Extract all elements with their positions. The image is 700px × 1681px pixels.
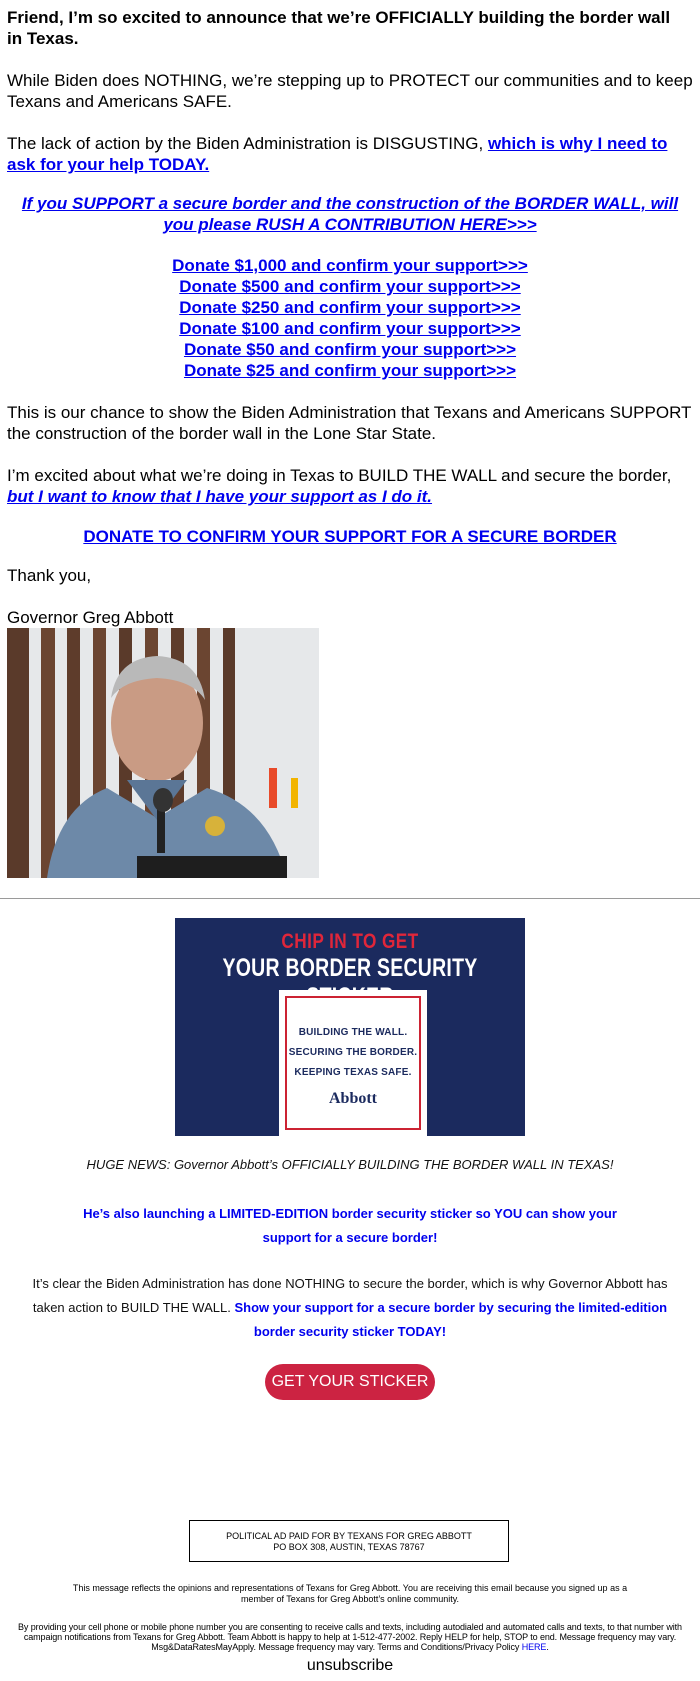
unsubscribe-link[interactable]: unsubscribe xyxy=(306,1657,394,1674)
limited-edition-link[interactable]: He’s also launching a LIMITED-EDITION border security sticker so YOU can show your support for a secure border! xyxy=(83,1206,617,1245)
limited-edition-paragraph xyxy=(0,1202,700,1250)
sticker-border xyxy=(285,996,421,1130)
donate-100-link[interactable]: Donate $100 and confirm your support>>> xyxy=(179,319,521,338)
donate-confirm-link[interactable]: DONATE TO CONFIRM YOUR SUPPORT FOR A SECURE BORDER xyxy=(83,527,617,546)
donate-25-link[interactable]: Donate $25 and confirm your support>>> xyxy=(183,361,517,380)
governor-photo-illustration xyxy=(7,628,319,878)
consent-text: By providing your cell phone or mobile phone number you are consenting to receive calls and texts, including autodialed and automated calls and texts, to that number with campaign notifications from Texans for Greg Abbott. Team Abbott is happy to help at 1-512-477-2002. Reply HELP for help, STOP to end. Message frequency may vary. Msg&DataRatesMayApply. Message frequency may vary. Terms and Conditions/Privacy Policy xyxy=(18,1622,682,1652)
sticker-banner[interactable] xyxy=(175,918,525,1136)
get-sticker-button[interactable]: GET YOUR STICKER xyxy=(265,1364,435,1400)
rush-contribution-link[interactable]: If you SUPPORT a secure border and the construction of the BORDER WALL, will you please RUSH A CONTRIBUTION HERE>>> xyxy=(21,194,679,234)
rush-contribution-paragraph xyxy=(7,193,693,235)
paragraph-text: I’m excited about what we’re doing in Texas to BUILD THE WALL and secure the border, xyxy=(7,466,672,485)
paragraph-biden-nothing: While Biden does NOTHING, we’re stepping up to PROTECT our communities and to keep Texans and Americans SAFE. xyxy=(7,71,693,111)
clear-paragraph xyxy=(0,1272,700,1344)
sticker-line-1: BUILDING THE WALL. xyxy=(298,1027,408,1038)
clear-text: It’s clear the Biden Administration has done NOTHING to secure the border, which is why Governor Abbott has taken action to BUILD THE WALL. xyxy=(32,1276,668,1315)
paragraph-lack-of-action xyxy=(7,133,693,175)
sign-off: Thank you, xyxy=(7,566,92,585)
opening-line: Friend, I’m so excited to announce that we’re OFFICIALLY building the border wall in Texas. xyxy=(7,8,671,48)
paragraph-our-chance: This is our chance to show the Biden Administration that Texans and Americans SUPPORT the construction of the border wall in the Lone Star State. xyxy=(7,403,692,443)
sticker-line-2: SECURING THE BORDER. xyxy=(288,1047,418,1058)
paragraph-excited xyxy=(7,465,693,507)
sticker-image xyxy=(279,990,427,1136)
sticker-line-3: KEEPING TEXAS SAFE. xyxy=(294,1067,412,1078)
donate-1000-link[interactable]: Donate $1,000 and confirm your support>>> xyxy=(172,256,528,275)
donate-50-link[interactable]: Donate $50 and confirm your support>>> xyxy=(183,340,517,359)
donate-250-link[interactable]: Donate $250 and confirm your support>>> xyxy=(179,298,521,317)
disclaimer-line-1: POLITICAL AD PAID FOR BY TEXANS FOR GREG ABBOTT xyxy=(226,1531,472,1541)
donate-links-list xyxy=(7,255,693,381)
donate-500-link[interactable]: Donate $500 and confirm your support>>> xyxy=(179,277,521,296)
your-support-link[interactable]: but I want to know that I have your support as I do it. xyxy=(7,487,433,506)
disclaimer-line-2: PO BOX 308, AUSTIN, TEXAS 78767 xyxy=(273,1542,425,1552)
privacy-policy-link[interactable]: HERE xyxy=(521,1642,547,1652)
governor-photo xyxy=(7,628,319,878)
section-divider xyxy=(0,898,700,899)
help-today-link[interactable]: which is why I need to ask for your help TODAY. xyxy=(7,134,668,174)
banner-headline: YOUR BORDER SECURITY xyxy=(222,954,478,982)
show-support-link[interactable]: Show your support for a secure border by securing the limited-edition border security sticker TODAY! xyxy=(234,1300,668,1339)
sms-consent-notice xyxy=(0,1622,700,1652)
huge-news-text: HUGE NEWS: Governor Abbott’s OFFICIALLY BUILDING THE BORDER WALL IN TEXAS! xyxy=(86,1157,614,1172)
abbott-logo: Abbott xyxy=(328,1090,377,1107)
donate-confirm-paragraph xyxy=(7,526,693,547)
paid-for-disclaimer xyxy=(189,1520,509,1562)
signer-name: Governor Greg Abbott xyxy=(7,608,174,627)
banner-chip-text: CHIP IN TO GET xyxy=(281,930,419,953)
consent-end: . xyxy=(546,1642,549,1652)
opinions-notice: This message reflects the opinions and representations of Texans for Greg Abbott. You are receiving this email because you signed up as a member of Texans for Greg Abbott’s online community. xyxy=(72,1583,628,1604)
paragraph-text: The lack of action by the Biden Administration is DISGUSTING, xyxy=(7,134,488,153)
